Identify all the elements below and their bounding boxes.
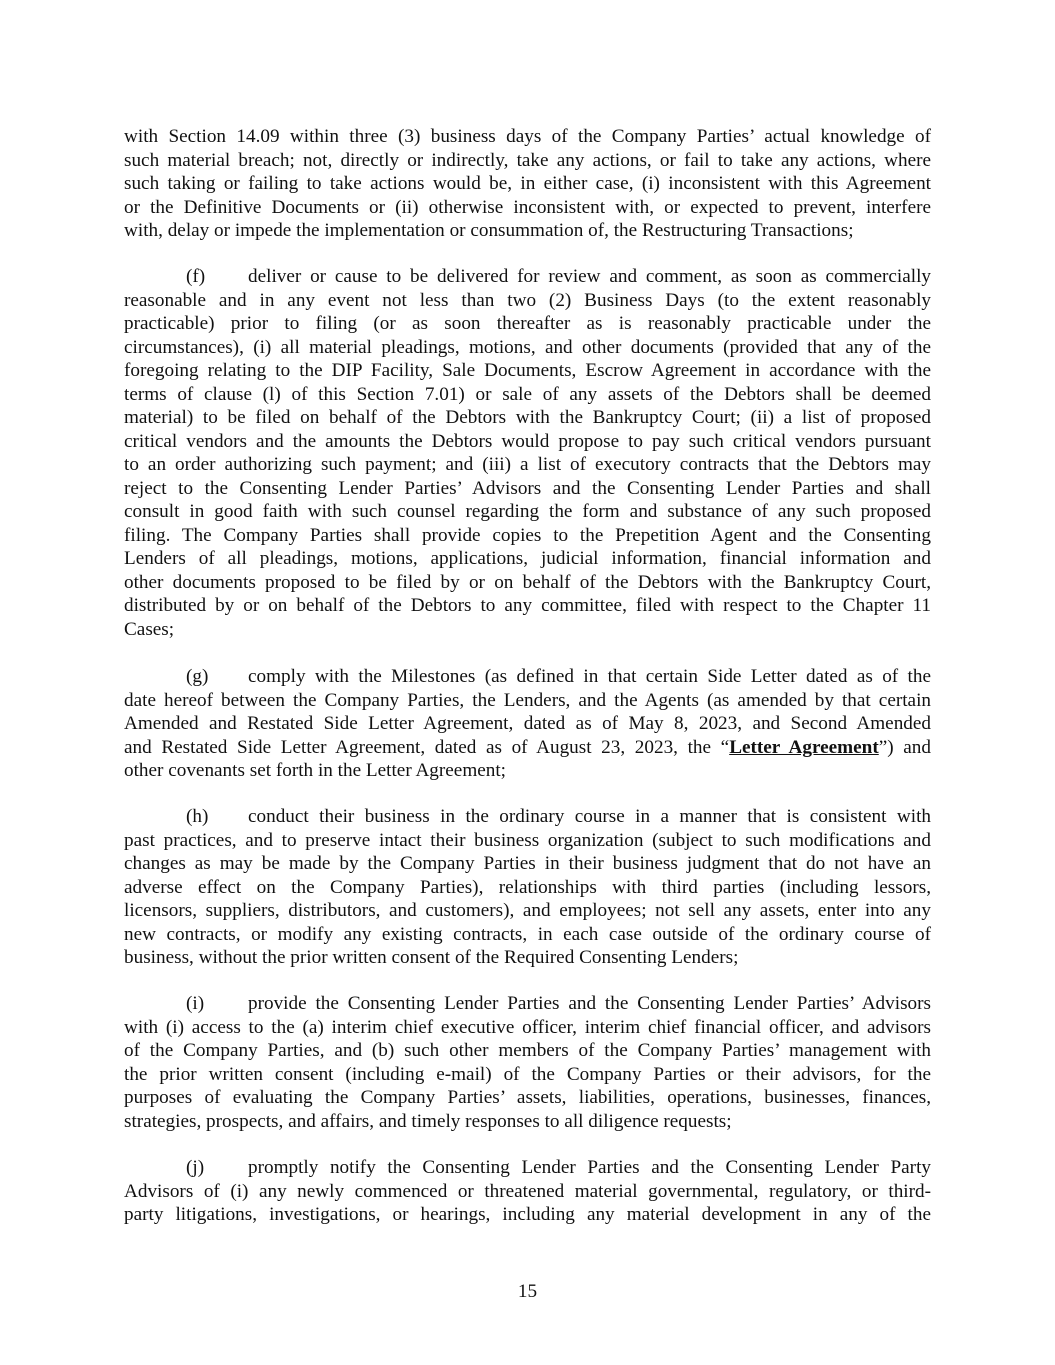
text-line: Lenders of all pleadings, motions, applications, judicial information, financial information and bbox=[124, 548, 931, 569]
clause-label: (i) bbox=[186, 993, 205, 1014]
text-line: purposes of evaluating the Company Parties’ assets, liabilities, operations, businesses, finances, bbox=[124, 1087, 931, 1108]
text-line: reject to the Consenting Lender Parties’ Advisors and the Consenting Lender Parties and shall bbox=[124, 477, 931, 499]
text-line: Amended and Restated Side Letter Agreement, dated as of May 8, 2023, and Second Amended bbox=[124, 713, 931, 734]
clause-text: provide the Consenting Lender Parties and the Consenting Lender Parties’ Advisors bbox=[248, 993, 931, 1014]
text-line: to an order authorizing such payment; and (iii) a list of executory contracts that the Debtors may bbox=[124, 454, 931, 475]
paragraph-j bbox=[124, 1156, 931, 1227]
text-line: critical vendors and the amounts the Debtors would propose to pay such critical vendors pursuant bbox=[124, 430, 931, 452]
clause-label: (h) bbox=[186, 806, 209, 827]
text-line: foregoing relating to the DIP Facility, Sale Documents, Escrow Agreement in accordance with the bbox=[124, 360, 931, 381]
clause-text: promptly notify the Consenting Lender Parties and the Consenting Lender Party bbox=[248, 1157, 931, 1178]
text-line: practicable) prior to filing (or as soon thereafter as is reasonably practicable under the bbox=[124, 313, 931, 334]
text-line: Cases; bbox=[124, 618, 175, 640]
text-line bbox=[124, 665, 931, 689]
text-line: the prior written consent (including e-mail) of the Company Parties or their advisors, for the bbox=[124, 1063, 931, 1085]
clause-text: comply with the Milestones (as defined in that certain Side Letter dated as of the bbox=[248, 666, 931, 687]
text-line: such material breach; not, directly or indirectly, take any actions, or fail to take any actions, where bbox=[124, 149, 931, 171]
text-line: with (i) access to the (a) interim chief executive officer, interim chief financial officer, and advisors bbox=[124, 1016, 931, 1038]
text-line: strategies, prospects, and affairs, and timely responses to all diligence requests; bbox=[124, 1110, 732, 1132]
text-line: changes as may be made by the Company Parties in their business judgment that do not have an bbox=[124, 853, 931, 874]
paragraph-continuation bbox=[124, 125, 931, 243]
text-line: of the Company Parties, and (b) such other members of the Company Parties’ management with bbox=[124, 1040, 931, 1061]
defined-term-letter-agreement: Letter Agreement bbox=[729, 736, 879, 758]
clause-text: deliver or cause to be delivered for review and comment, as soon as commercially bbox=[248, 266, 931, 287]
text-line: with Section 14.09 within three (3) business days of the Company Parties’ actual knowledge of bbox=[124, 126, 931, 147]
text-line: with, delay or impede the implementation or consummation of, the Restructuring Transactions; bbox=[124, 220, 854, 241]
text-line: terms of clause (l) of this Section 7.01) or sale of any assets of the Debtors shall be deemed bbox=[124, 383, 931, 405]
text-segment: ”) and bbox=[878, 736, 931, 758]
text-line: material) to be filed on behalf of the Debtors with the Bankruptcy Court; (ii) a list of proposed bbox=[124, 407, 931, 428]
text-line bbox=[124, 736, 931, 760]
page-number: 15 bbox=[517, 1281, 538, 1302]
paragraph-h bbox=[124, 805, 931, 970]
text-line: new contracts, or modify any existing contracts, in each case outside of the ordinary course of bbox=[124, 923, 931, 945]
text-line: other documents proposed to be filed by or on behalf of the Debtors with the Bankruptcy Court, bbox=[124, 571, 931, 593]
text-line: circumstances), (i) all material pleadings, motions, and other documents (provided that any of the bbox=[124, 336, 931, 358]
text-segment: and Restated Side Letter Agreement, dated as of August 23, 2023, the “ bbox=[124, 736, 730, 758]
text-line bbox=[124, 1156, 931, 1180]
text-line: consult in good faith with such counsel regarding the form and substance of any such proposed bbox=[124, 501, 931, 522]
text-line: other covenants set forth in the Letter Agreement; bbox=[124, 760, 507, 781]
clause-label: (f) bbox=[186, 266, 206, 287]
text-line bbox=[124, 265, 931, 289]
text-line: licensors, suppliers, distributors, and customers), and employees; not sell any assets, enter into any bbox=[124, 900, 931, 921]
text-line bbox=[124, 992, 931, 1016]
clause-text: conduct their business in the ordinary course in a manner that is consistent with bbox=[248, 806, 931, 827]
text-line: distributed by or on behalf of the Debtors to any committee, filed with respect to the Chapter 11 bbox=[124, 595, 931, 616]
text-line: reasonable and in any event not less than two (2) Business Days (to the extent reasonably bbox=[124, 289, 931, 311]
text-line: date hereof between the Company Parties, the Lenders, and the Agents (as amended by that certain bbox=[124, 689, 931, 711]
paragraph-f bbox=[124, 265, 931, 641]
text-line: business, without the prior written consent of the Required Consenting Lenders; bbox=[124, 947, 739, 968]
clause-label: (j) bbox=[186, 1157, 205, 1178]
paragraph-g bbox=[124, 665, 931, 783]
text-line: Advisors of (i) any newly commenced or threatened material governmental, regulatory, or third- bbox=[124, 1180, 931, 1202]
text-line bbox=[124, 805, 931, 829]
text-line: such taking or failing to take actions would be, in either case, (i) inconsistent with this Agreement bbox=[124, 173, 931, 194]
text-line: or the Definitive Documents or (ii) otherwise inconsistent with, or expected to prevent, interfere bbox=[124, 196, 931, 218]
paragraph-i bbox=[124, 992, 931, 1133]
clause-label: (g) bbox=[186, 666, 209, 687]
text-line: adverse effect on the Company Parties), relationships with third parties (including lessors, bbox=[124, 876, 931, 898]
text-line: filing. The Company Parties shall provide copies to the Prepetition Agent and the Consenting bbox=[124, 524, 931, 546]
text-line: past practices, and to preserve intact their business organization (subject to such modifications and bbox=[124, 829, 931, 851]
text-line: party litigations, investigations, or hearings, including any material development in any of the bbox=[124, 1204, 931, 1225]
